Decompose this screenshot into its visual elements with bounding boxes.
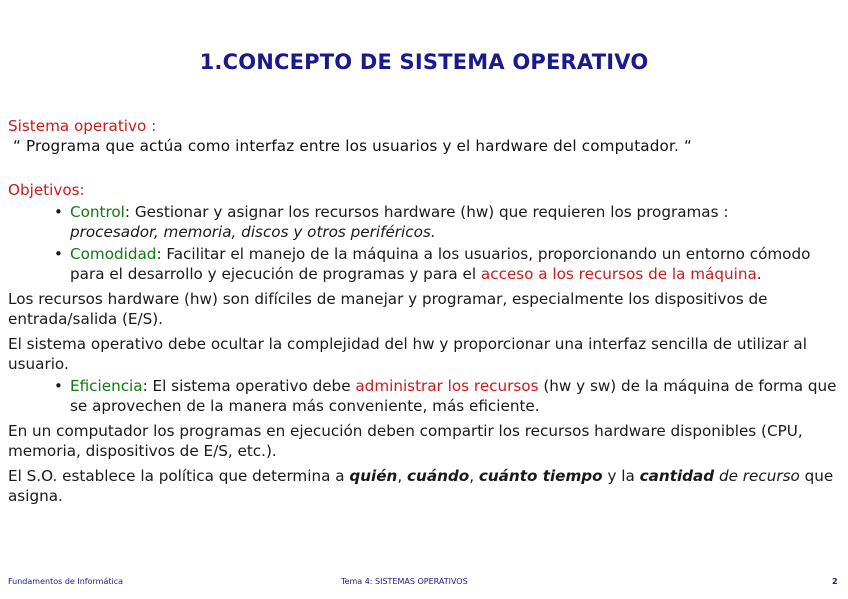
- paragraph-sharing: En un computador los programas en ejecución deben compartir los recursos hardware disponibles (CPU, memoria, dispositivos de E/S, etc.).: [8, 422, 803, 460]
- comodidad-end: .: [756, 265, 762, 283]
- control-text: : Gestionar y asignar los recursos hardware (hw) que requieren los programas :: [124, 203, 729, 221]
- comodidad-text: : Facilitar el manejo de la máquina a los usuarios, proporcionando un entorno cómodo para el desarrollo y ejecución de programas y para el: [70, 245, 811, 283]
- control-italic: procesador, memoria, discos y otros periféricos.: [70, 223, 436, 241]
- comodidad-term: Comodidad: [70, 245, 157, 263]
- slide-body: [8, 116, 842, 506]
- slide-title: 1.CONCEPTO DE SISTEMA OPERATIVO: [199, 50, 649, 74]
- policy-text-3: que asigna.: [8, 467, 834, 505]
- definition-text: “ Programa que actúa como interfaz entre los usuarios y el hardware del computador. “: [13, 137, 692, 155]
- objectives-heading: Objetivos:: [8, 181, 85, 199]
- policy-how-long: cuánto tiempo: [478, 467, 603, 485]
- footer-page-number: 2: [832, 577, 838, 586]
- policy-when: cuándo: [407, 467, 470, 485]
- paragraph-hardware: Los recursos hardware (hw) son difíciles de manejar y programar, especialmente los dispositivos de entrada/salida (E/S).: [8, 290, 768, 328]
- footer-course: Fundamentos de Informática: [8, 577, 123, 586]
- eficiencia-term: Eficiencia: [70, 377, 143, 395]
- policy-resource: de recurso: [714, 467, 800, 485]
- policy-text-1: El S.O. establece la política que determina a: [8, 467, 350, 485]
- policy-comma-1: ,: [397, 467, 408, 485]
- list-item-eficiencia: [8, 376, 842, 416]
- eficiencia-list: [8, 376, 842, 416]
- objectives-list: [8, 202, 842, 284]
- definition-heading: Sistema operativo :: [8, 117, 157, 135]
- policy-who: quién: [349, 467, 398, 485]
- bullet-icon: •: [54, 377, 63, 395]
- comodidad-highlight: acceso a los recursos de la máquina: [480, 265, 757, 283]
- paragraph-interface: El sistema operativo debe ocultar la complejidad del hw y proporcionar una interfaz sencilla de utilizar al usuario.: [8, 335, 807, 373]
- list-item-comodidad: [8, 244, 842, 284]
- eficiencia-text1: : El sistema operativo debe: [142, 377, 356, 395]
- eficiencia-text2: (hw y sw) de la máquina de forma que se aprovechen de la manera más conveniente, más eficiente.: [70, 377, 837, 415]
- bullet-icon: •: [54, 203, 63, 221]
- control-term: Control: [70, 203, 125, 221]
- paragraph-policy: [8, 466, 842, 506]
- bullet-icon: •: [54, 245, 63, 263]
- policy-comma-2: ,: [469, 467, 479, 485]
- policy-quantity: cantidad: [639, 467, 715, 485]
- list-item-control: [8, 202, 842, 242]
- policy-text-2: y la: [602, 467, 640, 485]
- footer-topic: Tema 4: SISTEMAS OPERATIVOS: [341, 577, 468, 586]
- eficiencia-highlight: administrar los recursos: [355, 377, 539, 395]
